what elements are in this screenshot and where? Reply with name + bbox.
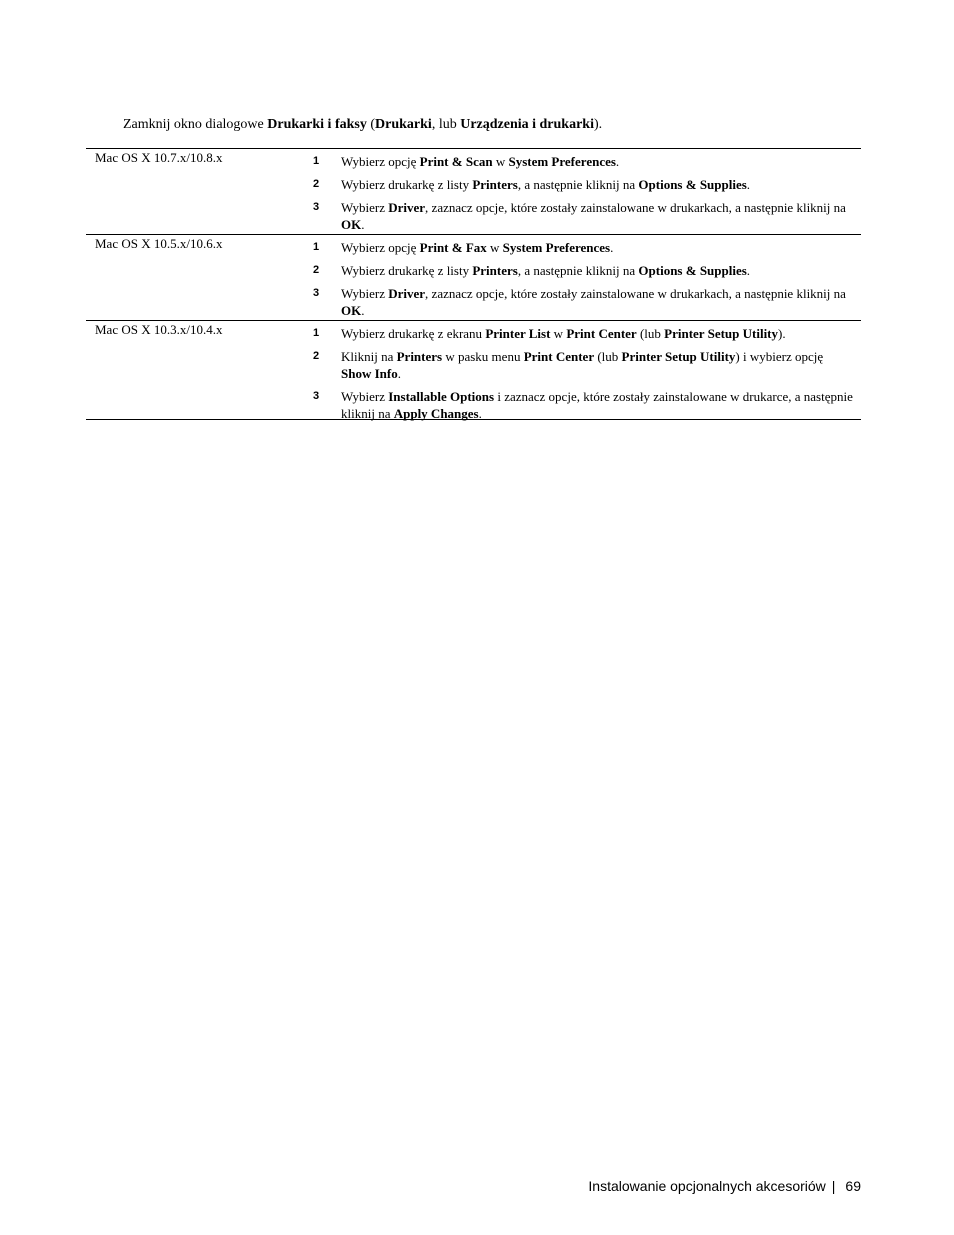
step-item [309,388,861,422]
intro-bold-printers-faxes: Drukarki i faksy [267,117,367,132]
step-list [309,235,861,320]
step-number: 2 [313,178,320,190]
step-text: Wybierz opcję Print & Fax w System Preferences. [341,240,614,255]
step-number: 1 [313,241,320,253]
step-item [309,348,861,382]
step-number: 2 [313,264,320,276]
table-row [86,234,861,320]
step-number: 1 [313,155,320,167]
intro-text: Zamknij okno dialogowe [123,117,268,132]
footer-separator: | [831,1178,836,1194]
footer-section-title: Instalowanie opcjonalnych akcesoriów [588,1178,826,1194]
step-item [309,285,861,319]
step-list [309,321,861,419]
step-item [309,176,861,193]
os-version-label: Mac OS X 10.5.x/10.6.x [95,236,223,251]
os-instructions-table [86,148,861,420]
intro-text: ). [593,117,603,132]
intro-bold-printers: Drukarki [375,117,432,132]
step-item [309,239,861,256]
step-text: Kliknij na Printers w pasku menu Print Center (lub Printer Setup Utility) i wybierz opcję Show Info. [341,349,824,381]
os-version-label: Mac OS X 10.3.x/10.4.x [95,322,223,337]
step-text: Wybierz Driver, zaznacz opcje, które zostały zainstalowane w drukarkach, a następnie kliknij na OK. [341,286,846,318]
intro-text: , lub [431,117,461,132]
intro-text: ( [366,117,376,132]
page-footer [588,1177,861,1195]
step-item [309,199,861,233]
step-text: Wybierz Installable Options i zaznacz opcje, które zostały zainstalowane w drukarce, a następnie kliknij na Apply Changes. [341,389,853,421]
step-number: 3 [313,287,320,299]
intro-bold-devices-printers: Urządzenia i drukarki [460,117,594,132]
step-number: 1 [313,327,320,339]
step-text: Wybierz opcję Print & Scan w System Preferences. [341,154,620,169]
step-text: Wybierz drukarkę z listy Printers, a następnie kliknij na Options & Supplies. [341,263,751,278]
os-version-label: Mac OS X 10.7.x/10.8.x [95,150,223,165]
table-row [86,148,861,234]
intro-paragraph [123,116,863,134]
step-number: 3 [313,201,320,213]
page-number: 69 [845,1178,861,1194]
step-text: Wybierz Driver, zaznacz opcje, które zostały zainstalowane w drukarkach, a następnie kliknij na OK. [341,200,846,232]
step-item [309,262,861,279]
step-item [309,153,861,170]
step-number: 3 [313,390,320,402]
step-text: Wybierz drukarkę z ekranu Printer List w Print Center (lub Printer Setup Utility). [341,326,786,341]
step-item [309,325,861,342]
step-list [309,149,861,234]
table-row [86,320,861,419]
step-number: 2 [313,350,320,362]
step-text: Wybierz drukarkę z listy Printers, a następnie kliknij na Options & Supplies. [341,177,751,192]
